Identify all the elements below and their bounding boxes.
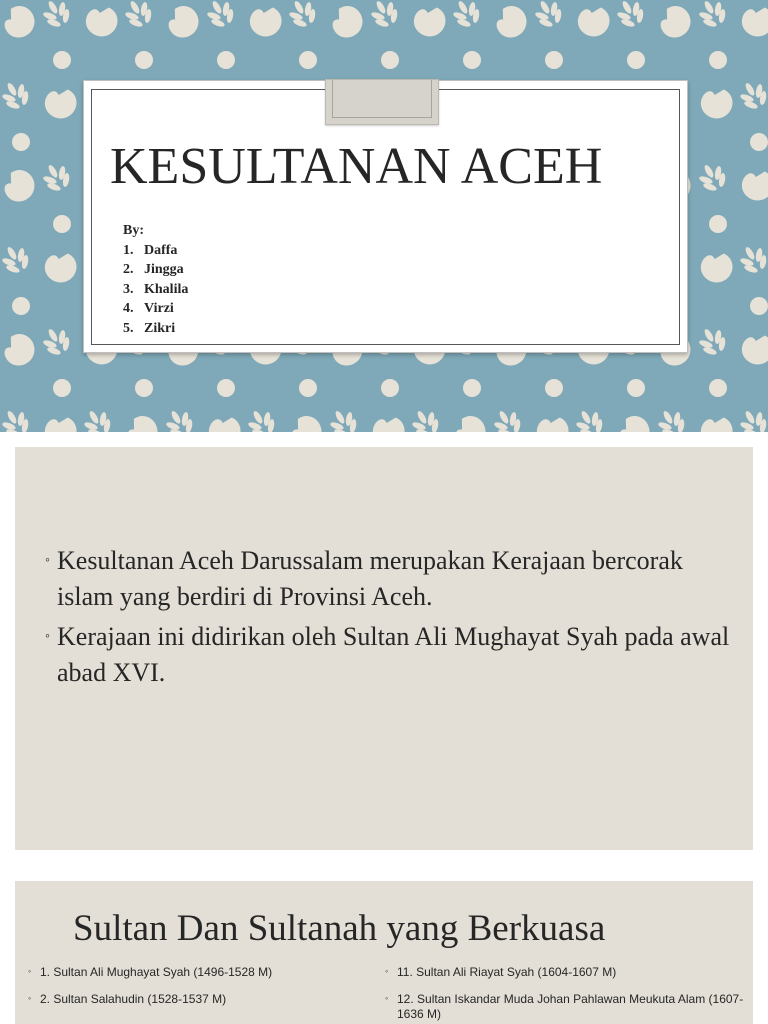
bullet-marker-icon: ◦ — [28, 993, 32, 1003]
leaf-sprig-icon — [694, 0, 732, 33]
pattern-dot — [299, 379, 317, 397]
paisley-shape — [162, 0, 205, 43]
pattern-dot — [545, 379, 563, 397]
author-name: Virzi — [144, 301, 174, 316]
clip-tab — [325, 79, 439, 125]
leaf-sprig-icon — [735, 240, 768, 278]
paisley-shape — [245, 1, 286, 42]
leaf-sprig-icon — [653, 404, 691, 432]
paisley-shape — [40, 83, 81, 124]
author-number: 3. — [123, 281, 134, 297]
bullet-marker-icon: ◦ — [28, 966, 32, 976]
sultan-item — [28, 965, 358, 980]
leaf-sprig-icon — [735, 404, 768, 432]
pattern-dot — [750, 133, 768, 151]
leaf-sprig-icon — [38, 0, 76, 33]
pattern-dot — [12, 133, 30, 151]
sultan-item — [385, 992, 745, 1022]
pattern-dot — [53, 51, 71, 69]
pattern-dot — [709, 379, 727, 397]
pattern-dot — [545, 51, 563, 69]
paisley-shape — [696, 247, 737, 288]
by-label: By: — [123, 223, 144, 238]
paisley-shape — [0, 164, 41, 207]
leaf-sprig-icon — [243, 404, 281, 432]
author-number: 4. — [123, 301, 134, 316]
leaf-sprig-icon — [694, 158, 732, 196]
leaf-sprig-icon — [0, 76, 35, 114]
leaf-sprig-icon — [366, 0, 404, 33]
author-name: Jingga — [144, 262, 184, 277]
leaf-sprig-icon — [694, 322, 732, 360]
title-card — [83, 80, 688, 353]
bullet-marker-icon: ◦ — [385, 966, 389, 976]
pattern-dot — [463, 51, 481, 69]
slide-title: KESULTANAN ACEH — [110, 138, 603, 195]
leaf-sprig-icon — [530, 0, 568, 33]
pattern-dot — [627, 51, 645, 69]
intro-bullet — [45, 543, 745, 615]
bullet-marker-icon: ◦ — [45, 629, 50, 644]
paisley-shape — [737, 165, 768, 206]
paisley-shape — [449, 410, 492, 432]
author-number: 5. — [123, 320, 134, 336]
sultan-text: 12. Sultan Iskandar Muda Johan Pahlawan Meukuta Alam (1607-1636 M) — [397, 992, 744, 1021]
leaf-sprig-icon — [120, 0, 158, 33]
paisley-shape — [696, 83, 737, 124]
leaf-sprig-icon — [0, 404, 35, 432]
intro-bullet-list — [45, 543, 745, 695]
sultan-text: 2. Sultan Salahudin (1528-1537 M) — [40, 992, 227, 1006]
paisley-shape — [368, 411, 409, 432]
paisley-shape — [737, 1, 768, 42]
paisley-shape — [613, 410, 656, 432]
paisley-shape — [0, 0, 41, 43]
paisley-shape — [532, 411, 573, 432]
pattern-dot — [135, 51, 153, 69]
pattern-dot — [381, 51, 399, 69]
author-item — [123, 299, 188, 319]
bullet-text: Kerajaan ini didirikan oleh Sultan Ali Mughayat Syah pada awal abad XVI. — [57, 622, 730, 687]
pattern-dot — [381, 379, 399, 397]
paisley-shape — [696, 411, 737, 432]
author-item — [123, 319, 188, 339]
pattern-dot — [709, 51, 727, 69]
paisley-shape — [285, 410, 328, 432]
author-name: Daffa — [144, 242, 178, 258]
pattern-dot — [12, 297, 30, 315]
sultans-slide — [15, 881, 753, 1024]
pattern-dot — [217, 379, 235, 397]
sultan-text: 11. Sultan Ali Riayat Syah (1604-1607 M) — [397, 965, 617, 979]
paisley-shape — [121, 410, 164, 432]
leaf-sprig-icon — [325, 404, 363, 432]
leaf-sprig-icon — [489, 404, 527, 432]
leaf-sprig-icon — [202, 0, 240, 33]
author-item — [123, 241, 188, 261]
paisley-shape — [573, 1, 614, 42]
paisley-shape — [204, 411, 245, 432]
author-list — [123, 241, 188, 339]
sultan-item — [385, 965, 745, 980]
author-number: 2. — [123, 262, 134, 277]
pattern-dot — [53, 215, 71, 233]
author-number: 1. — [123, 242, 134, 258]
leaf-sprig-icon — [38, 158, 76, 196]
paisley-shape — [490, 0, 533, 43]
leaf-sprig-icon — [448, 0, 486, 33]
leaf-sprig-icon — [0, 240, 35, 278]
paisley-shape — [40, 247, 81, 288]
leaf-sprig-icon — [735, 76, 768, 114]
author-item — [123, 280, 188, 300]
leaf-sprig-icon — [161, 404, 199, 432]
pattern-dot — [299, 51, 317, 69]
bullet-marker-icon: ◦ — [385, 993, 389, 1003]
sultan-list-right — [385, 965, 745, 1024]
author-item — [123, 260, 188, 280]
bullet-marker-icon: ◦ — [45, 553, 50, 568]
paisley-shape — [40, 411, 81, 432]
paisley-shape — [0, 328, 41, 371]
leaf-sprig-icon — [79, 404, 117, 432]
author-name: Khalila — [144, 281, 189, 297]
paisley-shape — [654, 0, 697, 43]
leaf-sprig-icon — [612, 0, 650, 33]
intro-bullet — [45, 619, 745, 691]
pattern-dot — [217, 51, 235, 69]
pattern-dot — [53, 379, 71, 397]
sultan-text: 1. Sultan Ali Mughayat Syah (1496-1528 M) — [40, 965, 273, 979]
title-slide — [0, 0, 768, 432]
bullet-text: Kesultanan Aceh Darussalam merupakan Kerajaan bercorak islam yang berdiri di Provinsi Aceh. — [57, 546, 683, 611]
sultan-list-left — [28, 965, 358, 1019]
paisley-shape — [81, 1, 122, 42]
leaf-sprig-icon — [284, 0, 322, 33]
pattern-dot — [709, 215, 727, 233]
pattern-dot — [135, 379, 153, 397]
paisley-shape — [326, 0, 369, 43]
leaf-sprig-icon — [38, 322, 76, 360]
intro-slide — [15, 447, 753, 850]
pattern-dot — [627, 379, 645, 397]
author-name: Zikri — [144, 320, 176, 336]
leaf-sprig-icon — [571, 404, 609, 432]
paisley-shape — [409, 1, 450, 42]
pattern-dot — [750, 297, 768, 315]
author-block — [123, 221, 188, 338]
pattern-dot — [463, 379, 481, 397]
slide-title: Sultan Dan Sultanah yang Berkuasa — [73, 908, 606, 949]
sultan-item — [28, 992, 358, 1007]
paisley-shape — [737, 329, 768, 370]
leaf-sprig-icon — [407, 404, 445, 432]
